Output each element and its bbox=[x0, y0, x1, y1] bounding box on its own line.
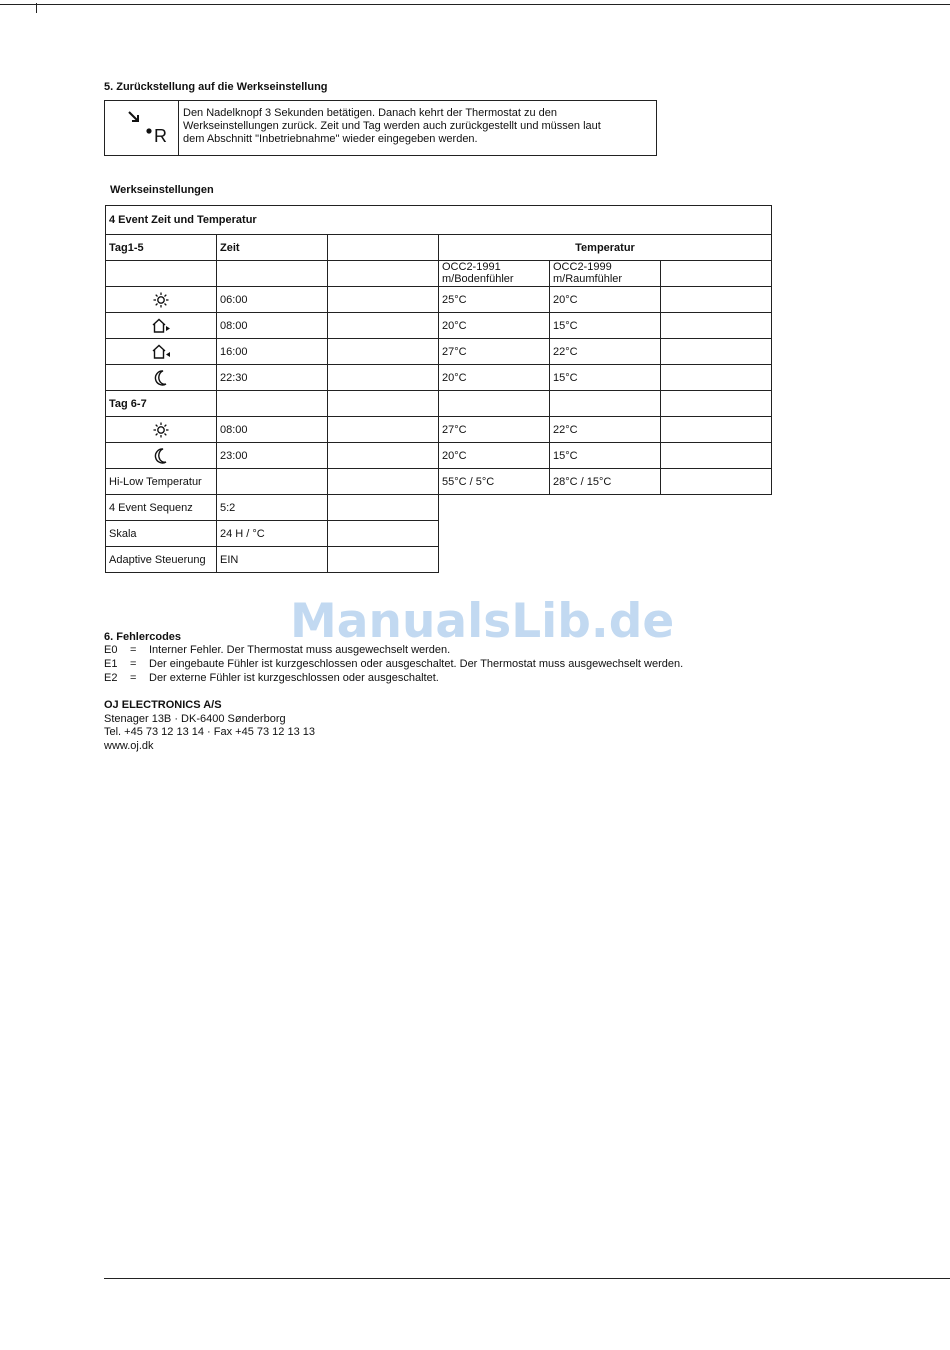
error-code: E0 bbox=[104, 644, 118, 656]
model-2-header bbox=[550, 261, 661, 287]
model-1-name: OCC2-1991 bbox=[442, 261, 501, 273]
sun-icon bbox=[106, 417, 217, 443]
sequence-value: 5:2 bbox=[217, 495, 328, 521]
empty-cell bbox=[328, 287, 439, 313]
scale-label: Skala bbox=[106, 521, 217, 547]
error-row bbox=[104, 672, 439, 684]
empty-cell bbox=[661, 391, 772, 417]
adaptive-value: EIN bbox=[217, 547, 328, 573]
watermark: ManualsLib.de bbox=[290, 594, 675, 649]
top-border-line bbox=[0, 4, 950, 5]
empty-cell bbox=[328, 313, 439, 339]
empty-cell bbox=[661, 365, 772, 391]
empty-cell bbox=[661, 287, 772, 313]
empty-cell bbox=[439, 391, 550, 417]
blank-area bbox=[550, 521, 661, 547]
empty-cell bbox=[328, 547, 439, 573]
empty-cell bbox=[328, 261, 439, 287]
house-return-icon bbox=[106, 339, 217, 365]
event-time: 23:00 bbox=[217, 443, 328, 469]
table-row bbox=[106, 365, 772, 391]
error-row bbox=[104, 644, 450, 656]
empty-cell bbox=[328, 443, 439, 469]
temp-model-1: 27°C bbox=[439, 339, 550, 365]
blank-area bbox=[661, 547, 772, 573]
blank-area bbox=[439, 521, 550, 547]
reset-button-icon bbox=[105, 101, 179, 155]
house-leave-icon bbox=[106, 313, 217, 339]
table-row bbox=[106, 521, 772, 547]
hilow-label: Hi-Low Temperatur bbox=[106, 469, 217, 495]
moon-icon bbox=[106, 365, 217, 391]
reset-line: Den Nadelknopf 3 Sekunden betätigen. Danach kehrt der Thermostat zu den bbox=[183, 107, 558, 119]
event-time: 06:00 bbox=[217, 287, 328, 313]
table-title: 4 Event Zeit und Temperatur bbox=[106, 206, 772, 235]
company-name: OJ ELECTRONICS A/S bbox=[104, 699, 222, 711]
blank-area bbox=[439, 495, 550, 521]
empty-cell bbox=[106, 261, 217, 287]
table-row bbox=[106, 391, 772, 417]
temp-model-2: 22°C bbox=[550, 339, 661, 365]
adaptive-label: Adaptive Steuerung bbox=[106, 547, 217, 573]
temp-model-1: 20°C bbox=[439, 313, 550, 339]
scale-value: 24 H / °C bbox=[217, 521, 328, 547]
model-1-header bbox=[439, 261, 550, 287]
temp-model-2: 15°C bbox=[550, 313, 661, 339]
error-code: E2 bbox=[104, 672, 118, 684]
error-text: Der externe Fühler ist kurzgeschlossen oder ausgeschaltet. bbox=[149, 672, 439, 684]
model-2-sensor: m/Raumfühler bbox=[553, 273, 623, 285]
section5-heading: 5. Zurückstellung auf die Werkseinstellung bbox=[104, 81, 328, 93]
blank-area bbox=[550, 495, 661, 521]
table-row bbox=[106, 469, 772, 495]
company-web: www.oj.dk bbox=[104, 740, 154, 752]
blank-area bbox=[661, 521, 772, 547]
empty-cell bbox=[328, 339, 439, 365]
factory-heading: Werkseinstellungen bbox=[110, 184, 214, 196]
empty-cell bbox=[661, 417, 772, 443]
reset-instruction-box bbox=[104, 100, 657, 156]
table-row bbox=[106, 495, 772, 521]
temp-model-1: 20°C bbox=[439, 443, 550, 469]
empty-cell bbox=[661, 339, 772, 365]
reset-letter: R bbox=[154, 126, 167, 146]
sequence-label: 4 Event Sequenz bbox=[106, 495, 217, 521]
error-row bbox=[104, 658, 683, 670]
empty-cell bbox=[328, 469, 439, 495]
empty-cell bbox=[550, 391, 661, 417]
blank-area bbox=[550, 547, 661, 573]
temp-model-1: 25°C bbox=[439, 287, 550, 313]
table-row bbox=[106, 547, 772, 573]
col-header-day: Tag1-5 bbox=[106, 235, 217, 261]
event-time: 08:00 bbox=[217, 313, 328, 339]
reset-instructions bbox=[183, 107, 653, 146]
empty-cell bbox=[328, 417, 439, 443]
company-phone: Tel. +45 73 12 13 14 · Fax +45 73 12 13 13 bbox=[104, 726, 315, 738]
error-eq: = bbox=[130, 672, 137, 684]
table-row bbox=[106, 287, 772, 313]
company-address: Stenager 13B · DK-6400 Sønderborg bbox=[104, 713, 286, 725]
factory-settings-table bbox=[105, 205, 772, 573]
table-row bbox=[106, 339, 772, 365]
blank-area bbox=[661, 495, 772, 521]
temp-model-1: 20°C bbox=[439, 365, 550, 391]
col-header-time: Zeit bbox=[217, 235, 328, 261]
reset-line: dem Abschnitt "Inbetriebnahme" wieder eingegeben werden. bbox=[183, 133, 478, 145]
empty-cell bbox=[217, 391, 328, 417]
empty-cell bbox=[328, 365, 439, 391]
model-2-name: OCC2-1999 bbox=[553, 261, 612, 273]
event-time: 08:00 bbox=[217, 417, 328, 443]
error-text: Interner Fehler. Der Thermostat muss ausgewechselt werden. bbox=[149, 644, 451, 656]
hilow-model-1: 55°C / 5°C bbox=[439, 469, 550, 495]
temp-model-2: 15°C bbox=[550, 443, 661, 469]
temp-model-1: 27°C bbox=[439, 417, 550, 443]
model-1-sensor: m/Bodenfühler bbox=[442, 273, 514, 285]
temp-model-2: 20°C bbox=[550, 287, 661, 313]
moon-icon bbox=[106, 443, 217, 469]
empty-cell bbox=[217, 261, 328, 287]
error-eq: = bbox=[130, 658, 137, 670]
error-code: E1 bbox=[104, 658, 118, 670]
empty-cell bbox=[328, 521, 439, 547]
empty-cell bbox=[328, 391, 439, 417]
scan-mark bbox=[36, 3, 37, 13]
empty-cell bbox=[661, 313, 772, 339]
table-row bbox=[106, 313, 772, 339]
blank-area bbox=[439, 547, 550, 573]
reset-line: Werkseinstellungen zurück. Zeit und Tag werden auch zurückgestellt und müssen laut bbox=[183, 120, 601, 132]
empty-cell bbox=[661, 443, 772, 469]
sun-icon bbox=[106, 287, 217, 313]
hilow-model-2: 28°C / 15°C bbox=[550, 469, 661, 495]
col-header-temperature: Temperatur bbox=[439, 235, 772, 261]
temp-model-2: 15°C bbox=[550, 365, 661, 391]
temp-model-2: 22°C bbox=[550, 417, 661, 443]
table-row bbox=[106, 417, 772, 443]
weekend-label: Tag 6-7 bbox=[106, 391, 217, 417]
event-time: 22:30 bbox=[217, 365, 328, 391]
empty-cell bbox=[661, 261, 772, 287]
empty-cell bbox=[217, 469, 328, 495]
event-time: 16:00 bbox=[217, 339, 328, 365]
table-row bbox=[106, 443, 772, 469]
empty-cell bbox=[328, 495, 439, 521]
error-eq: = bbox=[130, 644, 137, 656]
empty-cell bbox=[328, 235, 439, 261]
bottom-rule bbox=[104, 1278, 950, 1279]
empty-cell bbox=[661, 469, 772, 495]
error-text: Der eingebaute Fühler ist kurzgeschlossen oder ausgeschaltet. Der Thermostat muss ausgewechselt werden. bbox=[149, 658, 684, 670]
errors-heading: 6. Fehlercodes bbox=[104, 631, 182, 643]
